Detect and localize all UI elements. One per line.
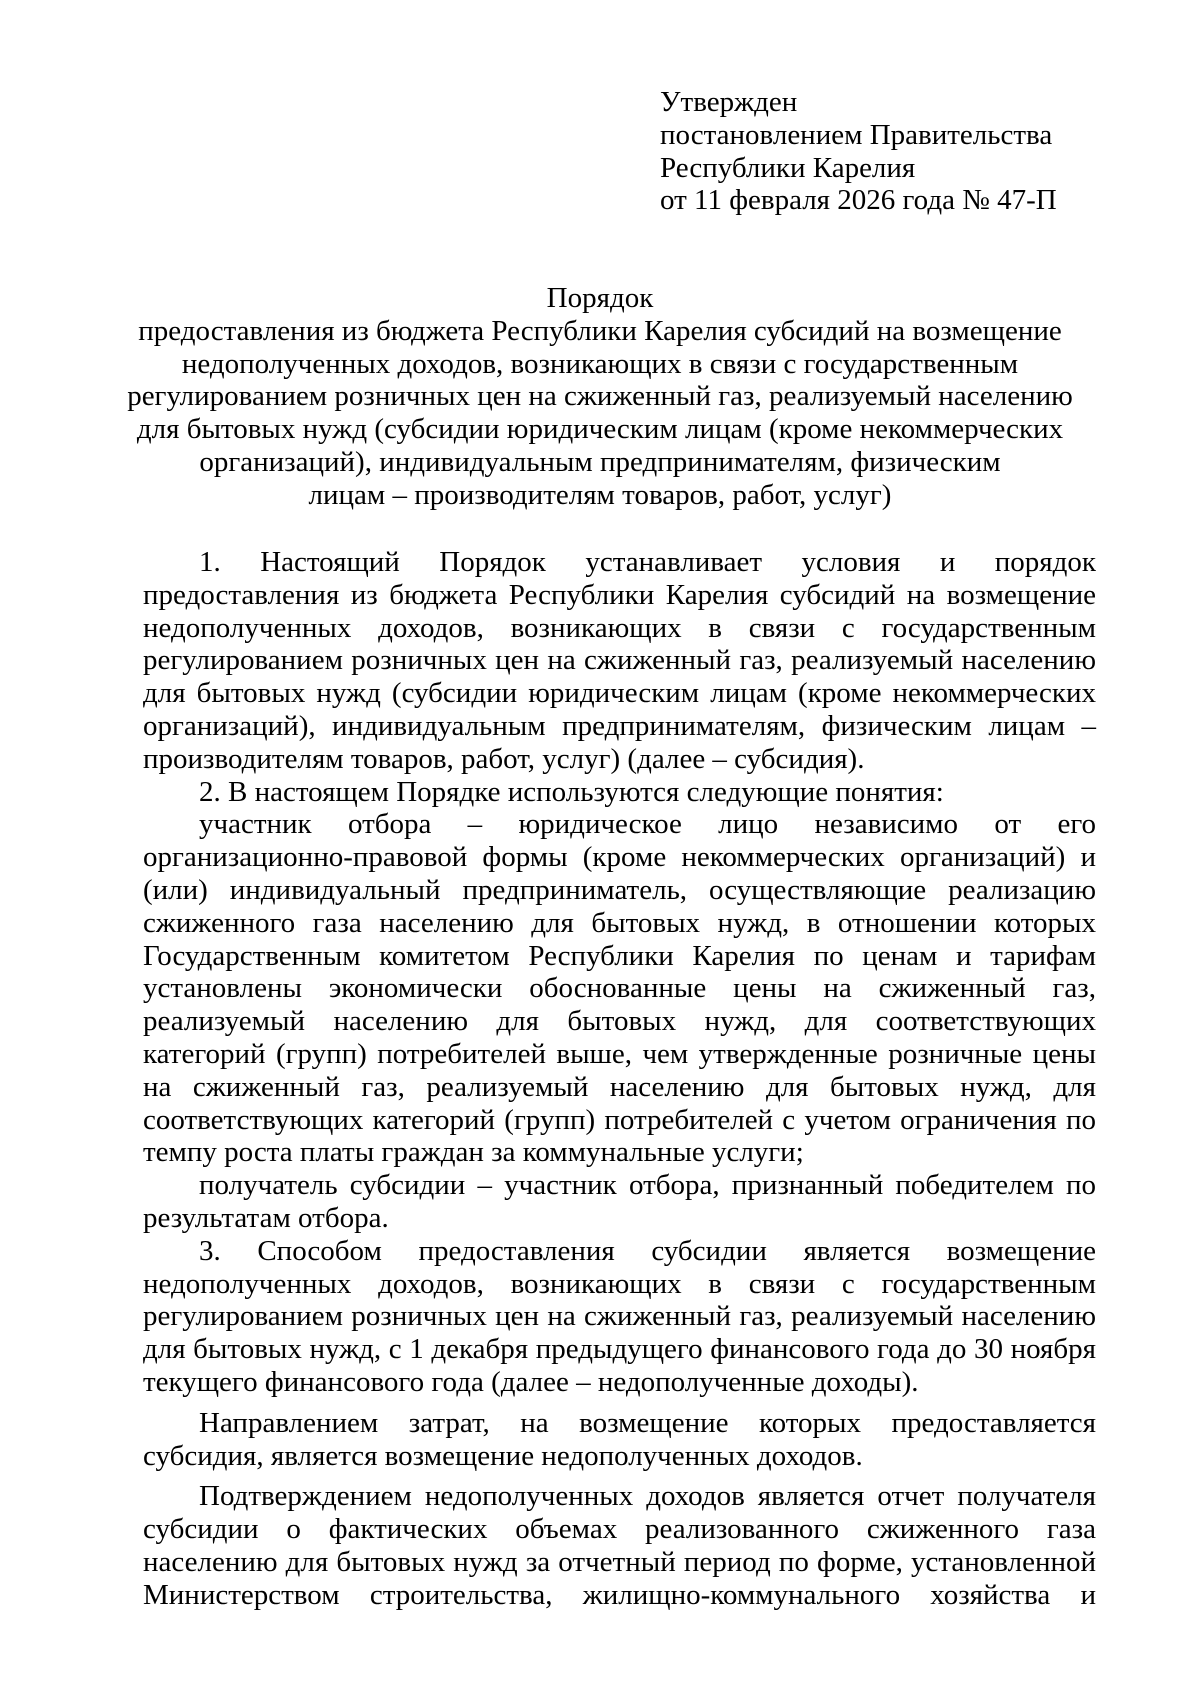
title-line-6: лицам – производителям товаров, работ, услуг) (308, 478, 892, 511)
approval-stamp (660, 86, 1160, 217)
paragraph-2: 2. В настоящем Порядке используются следующие понятия: (199, 775, 944, 808)
title-line-2: недополученных доходов, возникающих в связи с государственным (181, 347, 1019, 380)
approval-line-4: от 11 февраля 2026 года № 47-П (660, 184, 1057, 217)
title-heading: Порядок (546, 282, 654, 314)
title-line-5: организаций), индивидуальным предпринимателям, физическим (199, 445, 1001, 478)
title-line-4: для бытовых нужд (субсидии юридическим лицам (кроме некоммерческих (136, 413, 1064, 446)
document-body (143, 546, 1096, 1612)
approval-line-2: постановлением Правительства (660, 118, 1053, 151)
title-line-3: регулированием розничных цен на сжиженный газ, реализуемый населению (127, 380, 1073, 413)
approval-line-3: Республики Карелия (660, 151, 916, 184)
paragraph-cost-direction: Направлением затрат, на возмещение которых предоставляется субсидия, является возмещение недополученных доходов. (143, 1406, 1096, 1472)
document-title (100, 282, 1100, 512)
title-line-1: предоставления из бюджета Республики Карелия субсидий на возмещение (138, 314, 1062, 347)
paragraph-1: 1. Настоящий Порядок устанавливает условия и порядок предоставления из бюджета Республики Карелия субсидий на возмещение недополученных доходов, возникающих в связи с государственным регулированием розничных цен на сжиженный газ, реализуемый населению для бытовых нужд (субсидии юридическим лицам (кроме некоммерческих организаций), индивидуальным предпринимателям, физическим лицам – производителям товаров, работ, услуг) (далее – субсидия). (143, 546, 1096, 775)
approval-line-1: Утвержден (660, 86, 798, 118)
paragraph-participant-definition: участник отбора – юридическое лицо независимо от его организационно-правовой формы (кроме некоммерческих организаций) и (или) индивидуальный предприниматель, осуществляющие реализацию сжиженного газа населению для бытовых нужд, в отношении которых Государственным комитетом Республики Карелия по ценам и тарифам установлены экономически обоснованные цены на сжиженный газ, реализуемый населению для бытовых нужд, для соответствующих категорий (групп) потребителей выше, чем утвержденные розничные цены на сжиженный газ, реализуемый населению для бытовых нужд, для соответствующих категорий (групп) потребителей с учетом ограничения по темпу роста платы граждан за коммунальные услуги; (143, 808, 1096, 1169)
paragraph-confirmation: Подтверждением недополученных доходов является отчет получателя субсидии о фактических объемах реализованного сжиженного газа населению для бытовых нужд за отчетный период по форме, установленной Министерством строительства, жилищно-коммунального хозяйства и (143, 1480, 1096, 1611)
paragraph-3: 3. Способом предоставления субсидии является возмещение недополученных доходов, возникающих в связи с государственным регулированием розничных цен на сжиженный газ, реализуемый населению для бытовых нужд, с 1 декабря предыдущего финансового года до 30 ноября текущего финансового года (далее – недополученные доходы). (143, 1234, 1096, 1398)
paragraph-recipient-definition: получатель субсидии – участник отбора, признанный победителем по результатам отбора. (143, 1169, 1096, 1234)
